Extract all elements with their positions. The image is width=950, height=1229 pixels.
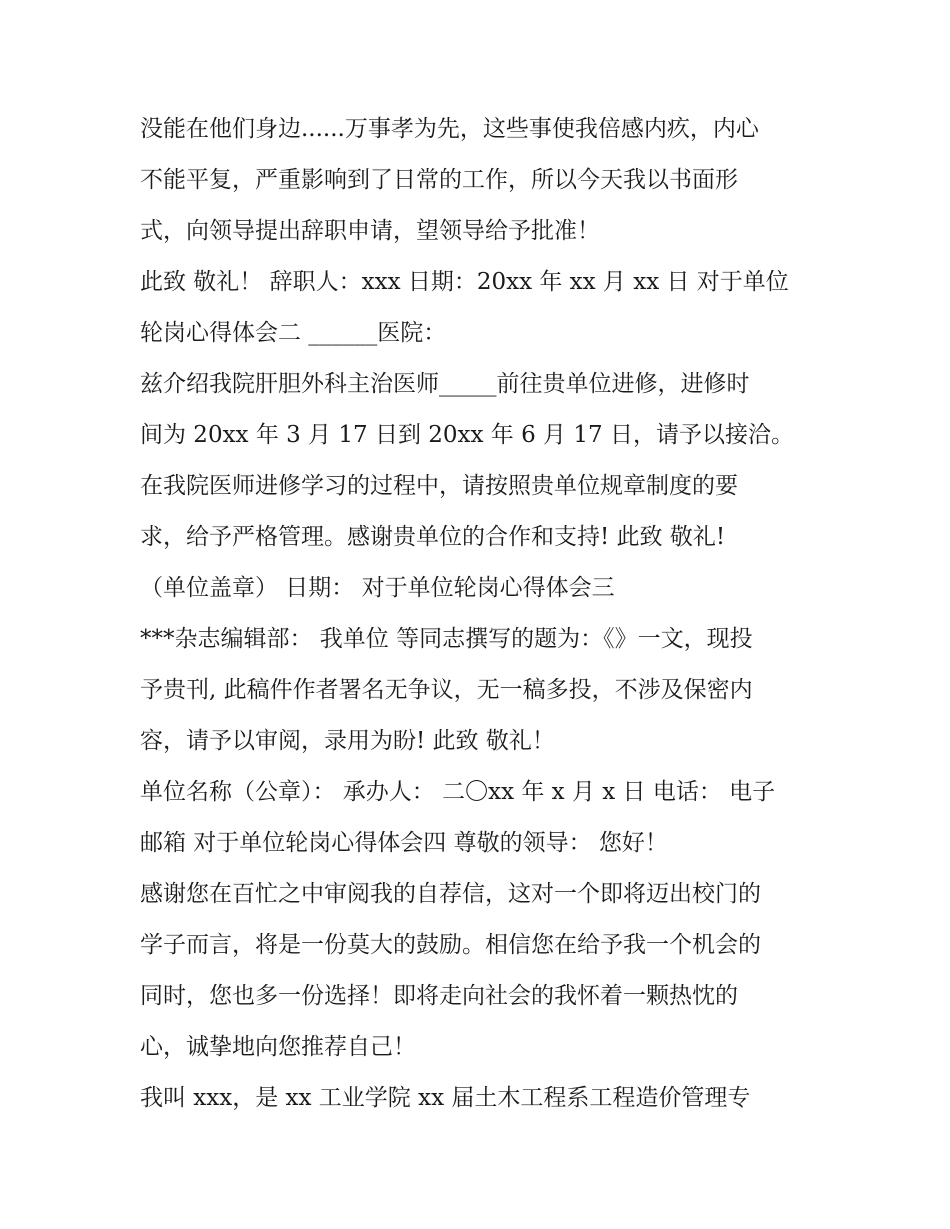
paragraph-resignation-closing xyxy=(140,104,820,257)
text-line: 没能在他们身边......万事孝为先，这些事使我倍感内疚，内心 xyxy=(140,116,759,142)
text-line: 轮岗心得体会二 ______医院： xyxy=(140,320,447,346)
text-line: 式，向领导提出辞职申请，望领导给予批准！ xyxy=(140,218,600,244)
text-line: 予贵刊, 此稿件作者署名无争议，无一稿多投，不涉及保密内 xyxy=(140,677,753,703)
paragraph-unit-signature-and-heading-4 xyxy=(140,767,820,869)
text-line: 兹介绍我院肝胆外科主治医师_____前往贵单位进修，进修时 xyxy=(140,371,750,397)
text-line: 容，请予以审阅，录用为盼! 此致 敬礼！ xyxy=(140,728,555,754)
text-line: 不能平复，严重影响到了日常的工作，所以今天我以书面形 xyxy=(140,167,738,193)
text-line: 在我院医师进修学习的过程中，请按照贵单位规章制度的要 xyxy=(140,473,738,499)
paragraph-self-introduction xyxy=(140,1073,820,1124)
text-line: 同时，您也多一份选择！即将走向社会的我怀着一颗热忱的 xyxy=(140,983,738,1009)
paragraph-journal-submission xyxy=(140,614,820,767)
document-body xyxy=(140,104,820,1124)
text-line: （单位盖章） 日期： 对于单位轮岗心得体会三 xyxy=(140,575,615,601)
text-line: 求，给予严格管理。感谢贵单位的合作和支持! 此致 敬礼! xyxy=(140,524,726,550)
text-line: 学子而言，将是一份莫大的鼓励。相信您在给予我一个机会的 xyxy=(140,932,761,958)
paragraph-signature-and-heading-2 xyxy=(140,257,820,359)
paragraph-training-management xyxy=(140,461,820,614)
paragraph-introduction-letter xyxy=(140,359,820,461)
text-line: 心，诚挚地向您推荐自己！ xyxy=(140,1034,416,1060)
text-line: 此致 敬礼！ 辞职人：xxx 日期：20xx 年 xx 月 xx 日 对于单位 xyxy=(140,269,789,295)
paragraph-self-recommendation xyxy=(140,869,820,1073)
text-line: 我叫 xxx，是 xx 工业学院 xx 届土木工程系工程造价管理专 xyxy=(140,1085,751,1111)
text-line: 邮箱 对于单位轮岗心得体会四 尊敬的领导： 您好！ xyxy=(140,830,668,856)
text-line: ***杂志编辑部： 我单位 等同志撰写的题为：《》一文，现投 xyxy=(140,626,753,652)
text-line: 单位名称（公章）： 承办人： 二〇xx 年 x 月 x 日 电话： 电子 xyxy=(140,779,776,805)
text-line: 间为 20xx 年 3 月 17 日到 20xx 年 6 月 17 日，请予以接洽。 xyxy=(140,422,794,448)
text-line: 感谢您在百忙之中审阅我的自荐信，这对一个即将迈出校门的 xyxy=(140,881,761,907)
